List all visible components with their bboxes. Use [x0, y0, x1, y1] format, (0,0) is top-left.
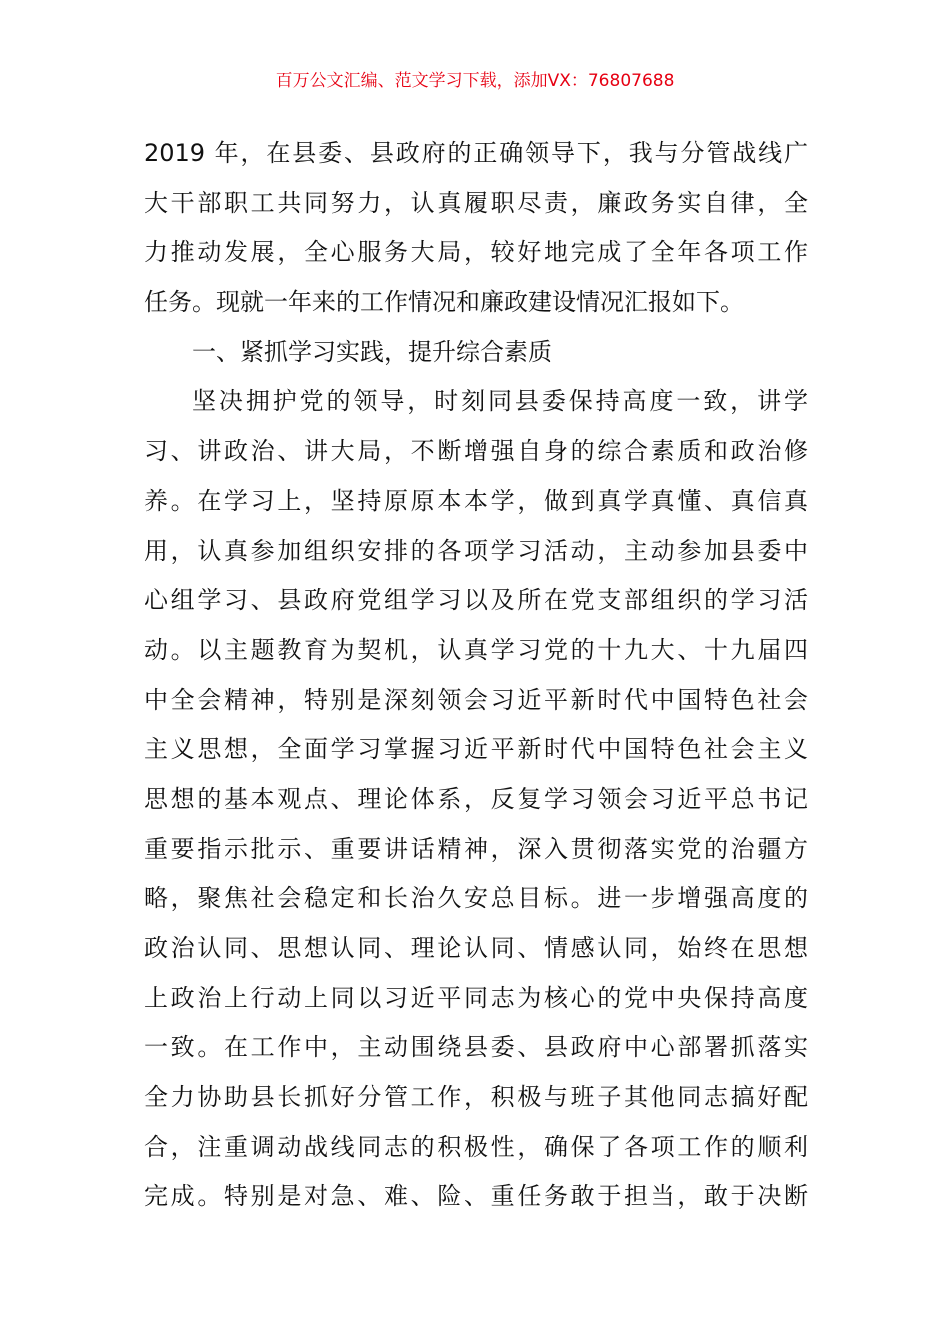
- header-promo-note: 百万公文汇编、范文学习下载，添加VX：76807688: [275, 71, 675, 91]
- paragraph-line: 主义思想，全面学习掌握习近平新时代中国特色社会主义: [144, 735, 808, 764]
- paragraph-line: 全力协助县长抓好分管工作，积极与班子其他同志搞好配: [144, 1083, 808, 1112]
- paragraph-line: 完成。特别是对急、难、险、重任务敢于担当，敢于决断: [144, 1182, 808, 1211]
- paragraph-line: 力推动发展，全心服务大局，较好地完成了全年各项工作: [144, 238, 808, 267]
- paragraph-line: 政治认同、思想认同、理论认同、情感认同，始终在思想: [144, 934, 808, 962]
- paragraph-line: 动。以主题教育为契机，认真学习党的十九大、十九届四: [144, 635, 808, 664]
- paragraph-line: 中全会精神，特别是深刻领会习近平新时代中国特色社会: [144, 685, 808, 714]
- paragraph-line: 养。在学习上，坚持原原本本学，做到真学真懂、真信真: [144, 486, 808, 515]
- paragraph-line: 2019 年，在县委、县政府的正确领导下，我与分管战线广: [144, 139, 808, 167]
- paragraph-line: 合，注重调动战线同志的积极性，确保了各项工作的顺利: [144, 1132, 808, 1161]
- paragraph-line: 略，聚焦社会稳定和长治久安总目标。进一步增强高度的: [144, 884, 808, 913]
- paragraph-line: 大干部职工共同努力，认真履职尽责，廉政务实自律，全: [144, 188, 808, 217]
- paragraph-line: 思想的基本观点、理论体系，反复学习领会习近平总书记: [144, 784, 808, 813]
- paragraph-line: 心组学习、县政府党组学习以及所在党支部组织的学习活: [144, 586, 808, 615]
- paragraph-line: 上政治上行动上同以习近平同志为核心的党中央保持高度: [144, 983, 808, 1012]
- paragraph-line: 用，认真参加组织安排的各项学习活动，主动参加县委中: [144, 536, 808, 565]
- paragraph-line: 坚决拥护党的领导，时刻同县委保持高度一致，讲学: [192, 387, 808, 416]
- document-body: [144, 129, 808, 1222]
- paragraph-line: 任务。现就一年来的工作情况和廉政建设情况汇报如下。: [144, 288, 744, 317]
- paragraph-line: 一致。在工作中，主动围绕县委、县政府中心部署抓落实: [144, 1033, 808, 1062]
- paragraph-line: 习、讲政治、讲大局，不断增强自身的综合素质和政治修: [144, 437, 808, 466]
- paragraph-line: 重要指示批示、重要讲话精神，深入贯彻落实党的治疆方: [144, 834, 808, 863]
- section-heading: 一、紧抓学习实践，提升综合素质: [192, 337, 552, 366]
